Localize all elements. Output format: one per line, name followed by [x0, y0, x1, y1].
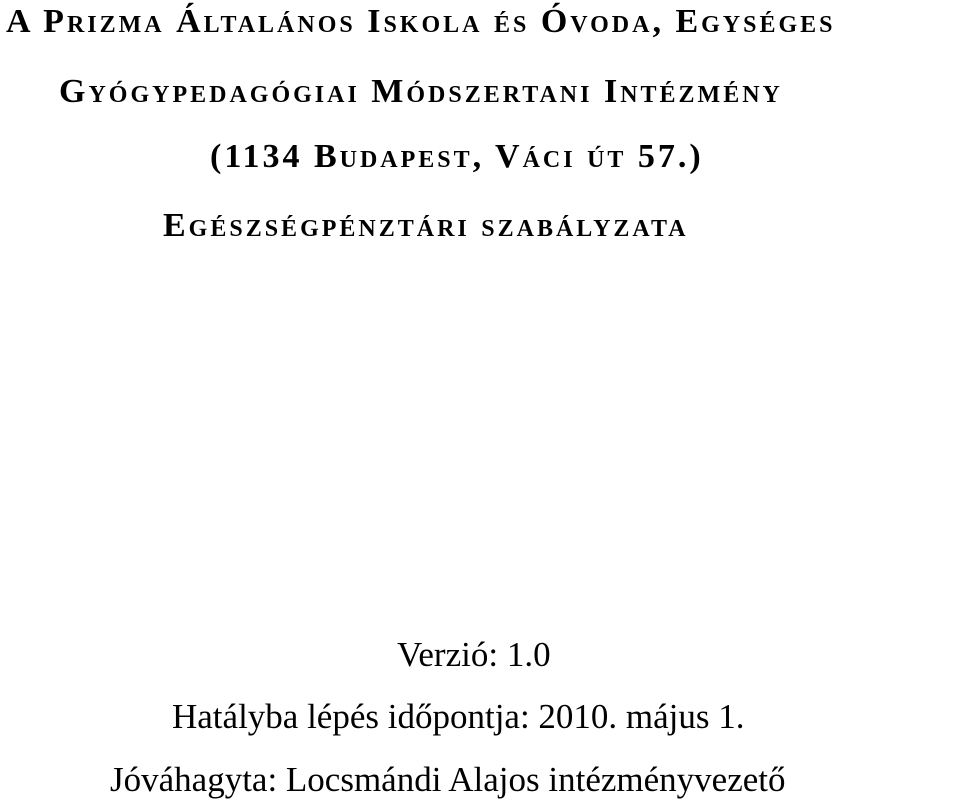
title-line-document-name: Egészségpénztári szabályzata — [163, 207, 689, 244]
version-text: Verzió: 1.0 — [397, 635, 551, 674]
effective-date-text: Hatályba lépés időpontja: 2010. május 1. — [172, 697, 745, 736]
title-line-institution: A Prizma Általános Iskola és Óvoda, Egységes — [6, 3, 836, 40]
title-line-institution-type: Gyógypedagógiai Módszertani Intézmény — [59, 73, 783, 110]
approved-by-text: Jóváhagyta: Locsmándi Alajos intézményvezető — [110, 760, 786, 799]
title-line-address: (1134 Budapest, Váci út 57.) — [210, 138, 704, 175]
